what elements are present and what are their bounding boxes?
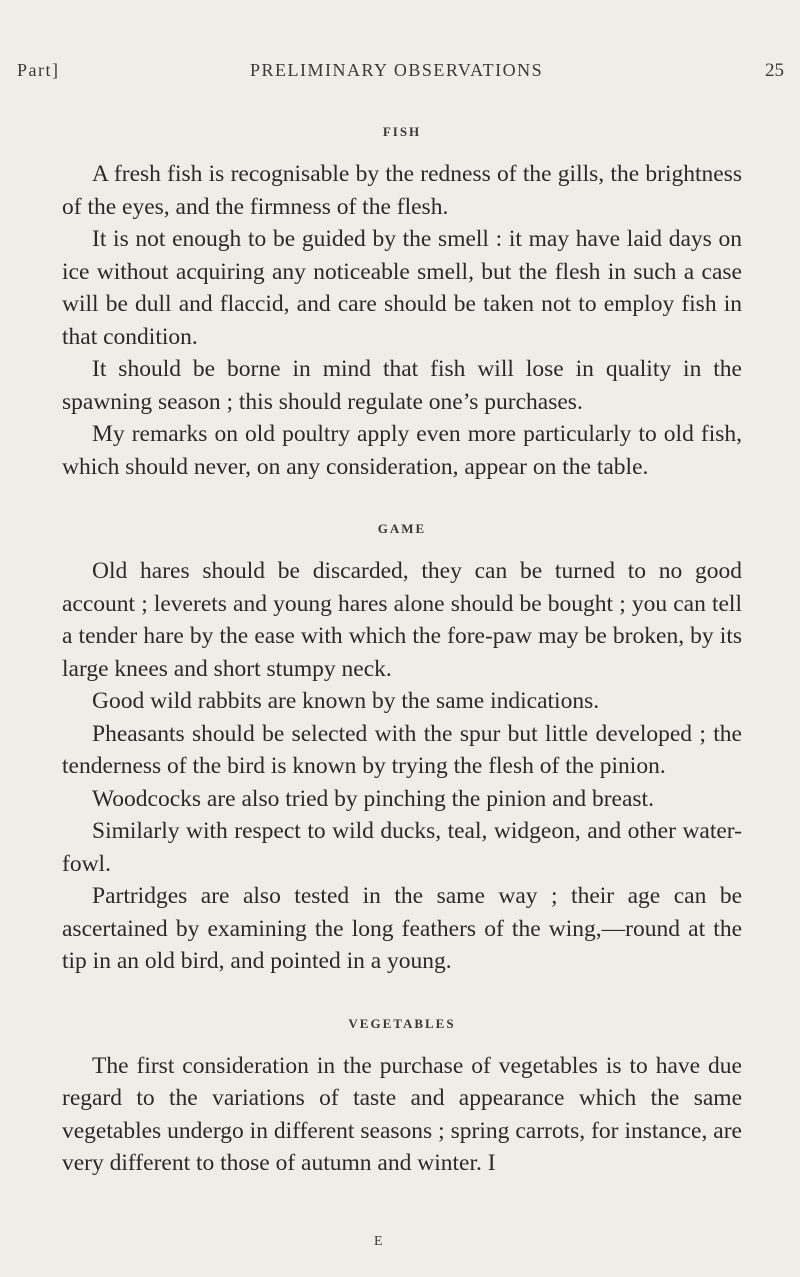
- running-head-part: Part]: [17, 60, 60, 80]
- section-heading-game: GAME: [377, 521, 427, 536]
- section-heading-vegetables: VEGETABLES: [348, 1015, 456, 1031]
- game-paragraph: Similarly with respect to wild ducks, teal, widgeon, and other water-fowl.: [62, 818, 742, 877]
- running-head-title: PRELIMINARY OBSERVATIONS: [250, 60, 544, 80]
- fish-paragraph: My remarks on old poultry apply even more particularly to old fish, which should never, on any consideration, appear on the table.: [62, 421, 742, 480]
- game-paragraph: Pheasants should be selected with the spur but little developed ; the tenderness of the bird is known by trying the flesh of the pinion.: [62, 720, 742, 779]
- vegetables-paragraph: The first consideration in the purchase of vegetables is to have due regard to the variations of taste and appearance which the same vegetables undergo in different seasons ; spring carrots, for instance, are very different to those of autumn and winter. I: [62, 1052, 742, 1176]
- signature-mark: E: [374, 1234, 383, 1249]
- section-heading-fish: FISH: [382, 124, 422, 139]
- page-body: [62, 124, 742, 1180]
- fish-paragraph: It should be borne in mind that fish will lose in quality in the spawning season ; this should regulate one’s purchases.: [62, 356, 742, 415]
- game-paragraph: Woodcocks are also tried by pinching the pinion and breast.: [92, 785, 654, 812]
- fish-paragraph: It is not enough to be guided by the smell : it may have laid days on ice without acquiring any noticeable smell, but the flesh in such a case will be dull and flaccid, and care should be taken not to employ fish in that condition.: [62, 226, 742, 350]
- running-head: [0, 60, 800, 90]
- page-number: 25: [765, 60, 784, 81]
- game-paragraph: Good wild rabbits are known by the same indications.: [92, 688, 600, 714]
- game-paragraph: Old hares should be discarded, they can be turned to no good account ; leverets and young hares alone should be bought ; you can tell a tender hare by the ease with which the fore-paw may be broken, by its large knees and short stumpy neck.: [62, 558, 742, 682]
- fish-paragraph: A fresh fish is recognisable by the redness of the gills, the brightness of the eyes, and the firmness of the flesh.: [62, 161, 742, 220]
- game-paragraph: Partridges are also tested in the same way ; their age can be ascertained by examining the long feathers of the wing,—round at the tip in an old bird, and pointed in a young.: [62, 883, 742, 974]
